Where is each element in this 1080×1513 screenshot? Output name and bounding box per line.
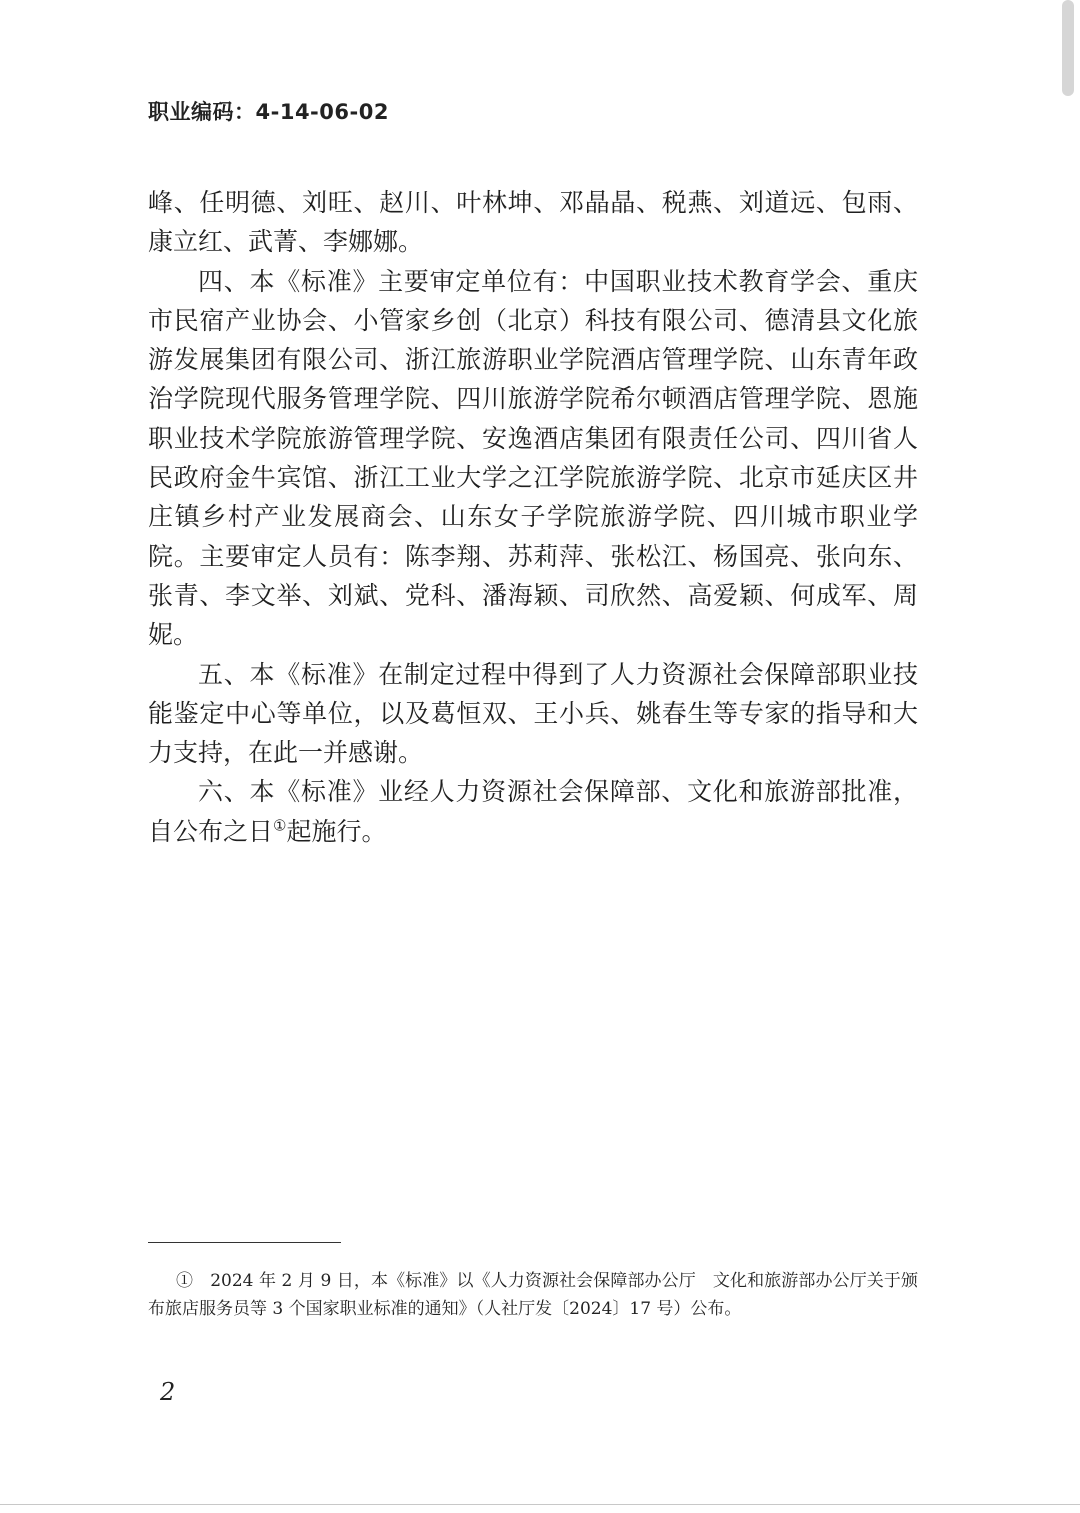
document-body xyxy=(148,183,918,851)
scrollbar-thumb[interactable] xyxy=(1062,0,1074,96)
page-number: 2 xyxy=(160,1378,176,1406)
paragraph-reviewers-continued: 峰、任明德、刘旺、赵川、叶林坤、邓晶晶、税燕、刘道远、包雨、康立红、武菁、李娜娜。 xyxy=(148,188,918,257)
paragraph-approval xyxy=(148,772,918,851)
paragraph-review-units: 四、本《标准》主要审定单位有：中国职业技术教育学会、重庆市民宿产业协会、小管家乡创（北京）科技有限公司、德清县文化旅游发展集团有限公司、浙江旅游职业学院酒店管理学院、山东青年政治学院现代服务管理学院、四川旅游学院希尔顿酒店管理学院、恩施职业技术学院旅游管理学院、安逸酒店集团有限责任公司、四川省人民政府金牛宾馆、浙江工业大学之江学院旅游学院、北京市延庆区井庄镇乡村产业发展商会、山东女子学院旅游学院、四川城市职业学院。主要审定人员有：陈李翔、苏莉萍、张松江、杨国亮、张向东、张青、李文举、刘斌、党科、潘海颖、司欣然、高爱颖、何成军、周妮。 xyxy=(148,266,918,650)
approval-text: 六、本《标准》业经人力资源社会保障部、文化和旅游部批准，自公布之日 xyxy=(148,777,918,846)
footnote: ① 2024 年 2 月 9 日，本《标准》以《人力资源社会保障部办公厅 文化和旅游部办公厅关于颁布旅店服务员等 3 个国家职业标准的通知》（人社厅发〔2024〕17 号）公布。 xyxy=(148,1271,918,1319)
footnote-divider xyxy=(148,1242,341,1243)
paragraph-acknowledgements: 五、本《标准》在制定过程中得到了人力资源社会保障部职业技能鉴定中心等单位，以及葛恒双、王小兵、姚春生等专家的指导和大力支持，在此一并感谢。 xyxy=(148,659,918,768)
occupation-code-header: 职业编码：4-14-06-02 xyxy=(148,100,389,124)
bottom-divider xyxy=(0,1504,1080,1505)
footnote-reference[interactable]: ① xyxy=(273,816,287,835)
approval-text-end: 起施行。 xyxy=(286,816,387,846)
